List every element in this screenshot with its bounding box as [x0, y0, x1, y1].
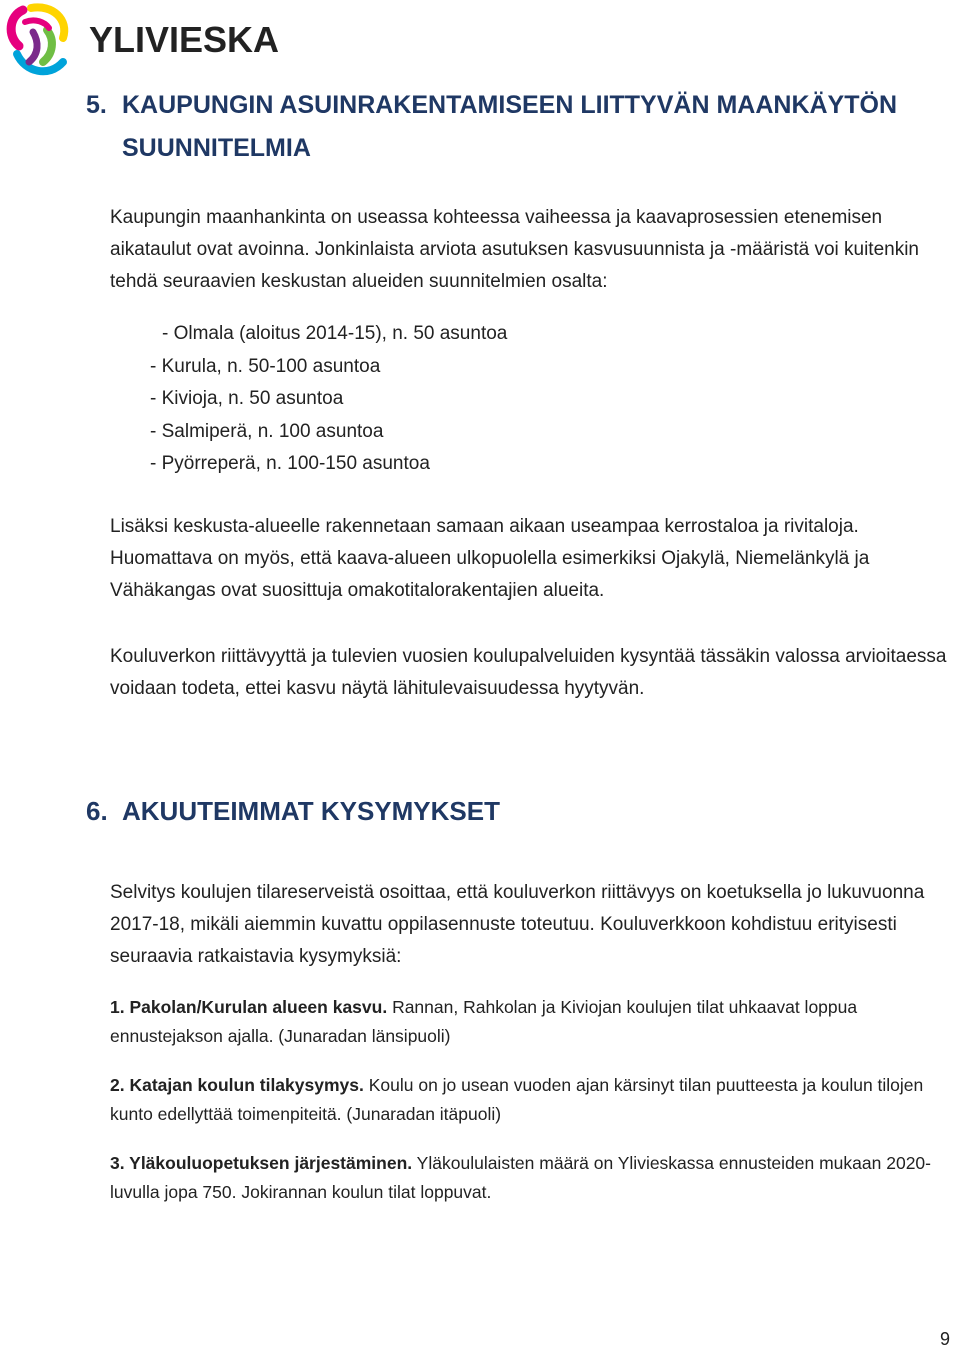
section-5-paragraph-3: Kouluverkon riittävyyttä ja tulevien vuosien koulupalveluiden kysyntää tässäkin valossa arvioitaessa voidaan todeta, ettei kasvu näytä lähitulevaisuudessa hyytyvän.: [110, 646, 947, 699]
issue-title: 3. Yläkouluopetuksen järjestäminen.: [110, 1153, 413, 1173]
ylivieska-logo-icon: [5, 2, 85, 86]
ylivieska-logo: [5, 2, 280, 86]
area-list: [150, 318, 507, 481]
issue-text: Yläkoululaisten määrä on Ylivieskassa ennusteiden mukaan 2020-luvulla jopa 750. Jokirannan koulun tilat loppuvat.: [110, 1153, 931, 1202]
section-5-intro: Kaupungin maanhankinta on useassa kohteessa vaiheessa ja kaavaprosessien etenemisen aikataulut ovat avoinna. Jonkinlaista arviota asutuksen kasvusuunnista ja -määristä voi kuitenkin tehdä seuraavien keskustan alueiden suunnitelmien osalta:: [110, 207, 920, 292]
issue-item-3: [110, 1149, 950, 1207]
page-number: 9: [939, 1329, 950, 1349]
section-5-title: KAUPUNGIN ASUINRAKENTAMISEEN LIITTYVÄN MAANKÄYTÖN SUUNNITELMIA: [122, 91, 897, 162]
issue-item-2: [110, 1071, 950, 1129]
issue-title: 2. Katajan koulun tilakysymys.: [110, 1075, 364, 1095]
list-item: - Salmiperä, n. 100 asuntoa: [150, 420, 384, 442]
section-5-paragraph-2: Lisäksi keskusta-alueelle rakennetaan samaan aikaan useampaa kerrostaloa ja rivitaloja. Huomattava on myös, että kaava-alueen ulkopuolella esimerkiksi Ojakylä, Niemelänkylä ja Vähäkangas ovat suosittuja omakotitalorakentajien alueita.: [110, 516, 870, 601]
section-6-heading: [86, 790, 500, 833]
issue-title: 1. Pakolan/Kurulan alueen kasvu.: [110, 997, 388, 1017]
section-6-intro: Selvitys koulujen tilareserveistä osoittaa, että kouluverkon riittävyys on koetuksella jo lukuvuonna 2017-18, mikäli aiemmin kuvattu oppilasennuste toteutuu. Kouluverkkoon kohdistuu erityisesti seuraavia ratkaistavia kysymyksiä:: [110, 882, 925, 967]
list-item: - Kivioja, n. 50 asuntoa: [150, 388, 344, 409]
issue-text: Koulu on jo usean vuoden ajan kärsinyt tilan puutteesta ja koulun tilojen kunto edellyttää toimenpiteitä. (Junaradan itäpuoli): [110, 1075, 924, 1124]
section-6-number: 6.: [86, 796, 108, 826]
list-item: - Kurula, n. 50-100 asuntoa: [150, 355, 381, 377]
section-6-title: AKUUTEIMMAT KYSYMYKSET: [122, 796, 500, 826]
list-item: - Olmala (aloitus 2014-15), n. 50 asuntoa: [162, 323, 508, 344]
issue-item-1: [110, 993, 950, 1051]
list-item: - Pyörreperä, n. 100-150 asuntoa: [150, 453, 430, 474]
issue-text: Rannan, Rahkolan ja Kiviojan koulujen tilat uhkaavat loppua ennustejakson ajalla. (Junaradan länsipuoli): [110, 997, 858, 1046]
section-5-number: 5.: [86, 91, 107, 119]
logo-wordmark: YLIVIESKA: [89, 19, 280, 60]
section-5-heading: [86, 84, 946, 170]
